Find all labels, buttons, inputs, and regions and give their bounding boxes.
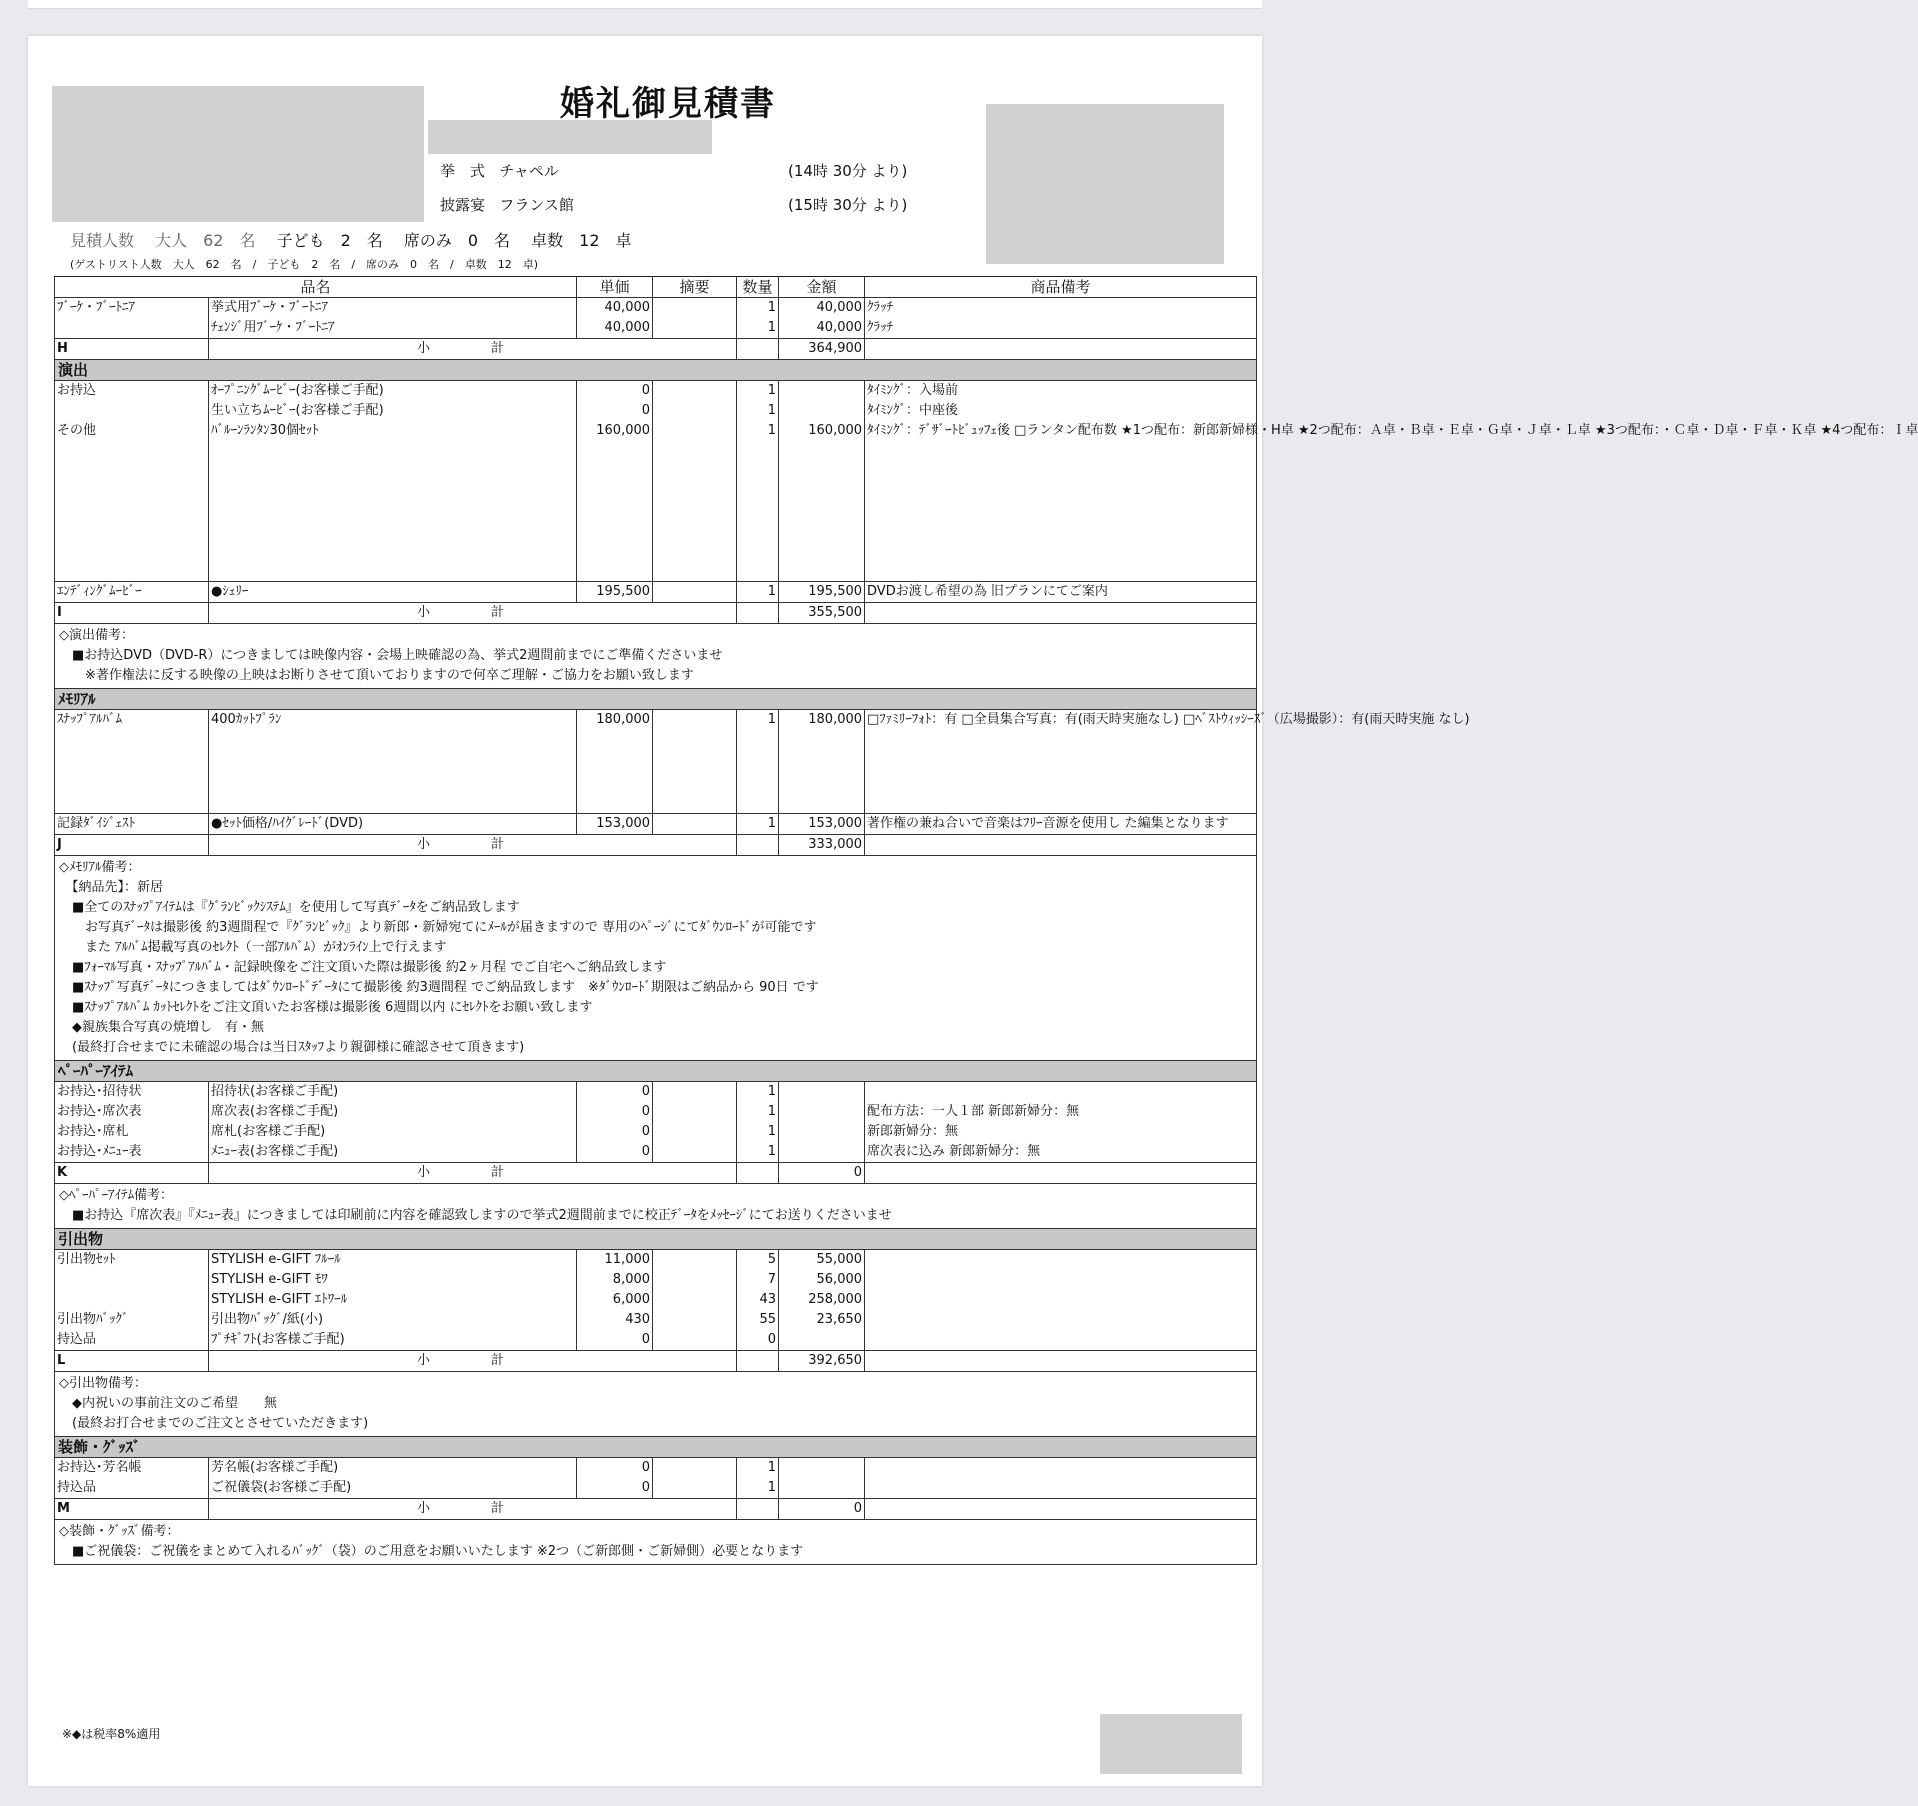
tax-footnote: ※◆は税率8%適用: [62, 1727, 161, 1741]
subtotal-amount: 0: [779, 1498, 865, 1519]
subtotal-amount: 364,900: [779, 339, 865, 360]
previous-page-edge: [28, 0, 1262, 9]
table-row: 記録ﾀﾞｲｼﾞｪｽﾄ ●ｾｯﾄ価格/ﾊｲｸﾞﾚｰﾄﾞ(DVD) 153,000 1 153,000 著作権の兼ね合いで音楽はﾌﾘｰ音源を使用し た編集となります: [55, 813, 1257, 834]
production-note: ◇演出備考： ■お持込DVD（DVD-R）につきましては映像内容・会場上映確認の為、挙式2週間前までにご準備くださいませ ※著作権法に反する映像の上映はお断りさせて頂いておりますので何卒ご理解・ご協力をお願い致します: [55, 623, 1257, 688]
subtotal-code: K: [55, 1162, 209, 1183]
count-seat-only: 席のみ 0 名: [403, 231, 511, 250]
subtotal-code: M: [55, 1498, 209, 1519]
subtotal-row-i: [55, 602, 1257, 623]
subtotal-row-j: [55, 834, 1257, 855]
decor-note: ◇装飾・ｸﾞｯｽﾞ備考： ■ご祝儀袋：ご祝儀をまとめて入れるﾊﾞｯｸﾞ（袋）のご用意をお願いいたします ※2つ（ご新郎側・ご新婦側）必要となります: [55, 1519, 1257, 1564]
reception-venue: フランス館: [499, 196, 574, 214]
subtotal-row-m: [55, 1498, 1257, 1519]
header-remarks: 商品備考: [865, 277, 1257, 298]
estimate-sheet: [28, 36, 1918, 1786]
table-row: ｽﾅｯﾌﾟｱﾙﾊﾞﾑ 400ｶｯﾄﾌﾟﾗﾝ 180,000 1 180,000 □ﾌｧﾐﾘｰﾌｫﾄ：有 □全員集合写真：有(雨天時実施なし) □ﾍﾞｽﾄｳｨｯｼｰｽﾞ（広場撮影）：有(雨天時実施 なし): [55, 709, 1257, 813]
table-row: 持込品 ﾌﾟﾁｷﾞﾌﾄ(お客様ご手配) 0 0: [55, 1330, 1257, 1351]
section-header-paper: ﾍﾟｰﾊﾟｰｱｲﾃﾑ: [55, 1060, 1257, 1081]
table-row: ﾁｪﾝｼﾞ用ﾌﾞｰｹ・ﾌﾞｰﾄﾆｱ 40,000 1 40,000 ｸﾗｯﾁ: [55, 318, 1257, 339]
subtotal-label: 小 計: [209, 834, 737, 855]
count-child: 子ども 2 名: [276, 231, 383, 250]
redacted-date: [428, 120, 712, 154]
estimate-counts: [70, 228, 648, 251]
table-row: その他 ﾊﾞﾙｰﾝﾗﾝﾀﾝ30個ｾｯﾄ 160,000 1 160,000 ﾀｲﾐﾝｸﾞ：ﾃﾞｻﾞｰﾄﾋﾞｭｯﾌｪ後 □ランタン配布数 ★1つ配布：新郎新婦様・H卓 ★2つ配布：Ａ卓・Ｂ卓・Ｅ卓・Ｇ卓・Ｊ卓・Ｌ卓 ★3つ配布：・Ｃ卓・Ｄ卓・Ｆ卓・Ｋ卓 ★4つ配布：Ｉ卓: [55, 421, 1257, 581]
table-row: 持込品 ご祝儀袋(お客様ご手配) 0 1: [55, 1478, 1257, 1499]
ceremony-label: 挙 式: [440, 162, 486, 180]
reception-line: [440, 194, 574, 215]
count-tables: 卓数 12 卓: [531, 231, 632, 250]
table-row: STYLISH e-GIFT ﾓﾜ 8,000 7 56,000: [55, 1270, 1257, 1290]
table-row: 引出物ｾｯﾄ STYLISH e-GIFT ﾌﾙｰﾙ 11,000 5 55,000: [55, 1249, 1257, 1270]
subtotal-code: J: [55, 834, 209, 855]
table-row: ｴﾝﾃﾞｨﾝｸﾞﾑｰﾋﾞｰ ●ｼｪﾘｰ 195,500 1 195,500 DVDお渡し希望の為 旧プランにてご案内: [55, 581, 1257, 602]
reception-label: 披露宴: [440, 196, 486, 214]
table-row: お持込･ﾒﾆｭｰ表 ﾒﾆｭｰ表(お客様ご手配) 0 1 席次表に込み 新郎新婦分：無: [55, 1142, 1257, 1163]
header-summary: 摘要: [653, 277, 737, 298]
redacted-couple-names: [52, 86, 424, 222]
section-header-gifts: 引出物: [55, 1228, 1257, 1249]
ceremony-time: (14時 30分 より): [788, 162, 908, 180]
subtotal-label: 小 計: [209, 1350, 737, 1371]
section-header-memorial: ﾒﾓﾘｱﾙ: [55, 688, 1257, 709]
table-row: お持込･招待状 招待状(お客様ご手配) 0 1: [55, 1081, 1257, 1102]
memorial-note: ◇ﾒﾓﾘｱﾙ備考： 【納品先】：新居 ■全てのｽﾅｯﾌﾟｱｲﾃﾑは『ｸﾞﾗﾝﾋﾞｯｸｼｽﾃﾑ』を使用して写真ﾃﾞｰﾀをご納品致します お写真ﾃﾞｰﾀは撮影後 約3週間程で『ｸﾞﾗﾝﾋﾞｯｸ』より新郎・新婦宛てにﾒｰﾙが届きますので 専用のﾍﾟｰｼﾞにてﾀﾞｳﾝﾛｰﾄﾞが可能です また ｱﾙﾊﾞﾑ掲載写真のｾﾚｸﾄ（一部ｱﾙﾊﾞﾑ）がｵﾝﾗｲﾝ上で行えます ■ﾌｫｰﾏﾙ写真・ｽﾅｯﾌﾟｱﾙﾊﾞﾑ・記録映像をご注文頂いた際は撮影後 約2ヶ月程 でご自宅へご納品致します ■ｽﾅｯﾌﾟ写真ﾃﾞｰﾀにつきましてはﾀﾞｳﾝﾛｰﾄﾞﾃﾞｰﾀにて撮影後 約3週間程 でご納品致します ※ﾀﾞｳﾝﾛｰﾄﾞ期限はご納品から 90日 です ■ｽﾅｯﾌﾟｱﾙﾊﾞﾑ ｶｯﾄｾﾚｸﾄをご注文頂いたお客様は撮影後 6週間以内 にｾﾚｸﾄをお願い致します ◆親族集合写真の焼増し 有・無 (最終打合せまでに未確認の場合は当日ｽﾀｯﾌより親御様に確認させて頂きます): [55, 855, 1257, 1060]
table-row: お持込･席次表 席次表(お客様ご手配) 0 1 配布方法：一人１部 新郎新婦分：無: [55, 1102, 1257, 1122]
header-amount: 金額: [779, 277, 865, 298]
subtotal-label: 小 計: [209, 339, 737, 360]
subtotal-amount: 355,500: [779, 602, 865, 623]
section-header-production: 演出: [55, 360, 1257, 381]
redacted-venue-logo: [986, 104, 1224, 264]
subtotal-row-k: [55, 1162, 1257, 1183]
subtotal-amount: 392,650: [779, 1350, 865, 1371]
redacted-stamp: [1100, 1714, 1242, 1774]
section-header-decor: 装飾・ｸﾞｯｽﾞ: [55, 1436, 1257, 1457]
guest-list-counts: (ゲストリスト人数 大人 62 名 / 子ども 2 名 / 席のみ 0 名 / 卓数 12 卓): [70, 258, 539, 271]
ceremony-venue: チャペル: [499, 162, 559, 180]
table-row: 生い立ちﾑｰﾋﾞｰ(お客様ご手配) 0 1 ﾀｲﾐﾝｸﾞ：中座後: [55, 401, 1257, 421]
table-row: 引出物ﾊﾞｯｸﾞ 引出物ﾊﾞｯｸﾞ/紙(小) 430 55 23,650: [55, 1310, 1257, 1330]
subtotal-amount: 333,000: [779, 834, 865, 855]
subtotal-code: H: [55, 339, 209, 360]
subtotal-label: 小 計: [209, 1498, 737, 1519]
subtotal-row-h: [55, 339, 1257, 360]
subtotal-label: 小 計: [209, 1162, 737, 1183]
header-unit-price: 単価: [577, 277, 653, 298]
ceremony-line: [440, 160, 559, 181]
header-name: 品名: [55, 277, 577, 298]
table-row: お持込･芳名帳 芳名帳(お客様ご手配) 0 1: [55, 1457, 1257, 1478]
table-row: STYLISH e-GIFT ｴﾄﾜｰﾙ 6,000 43 258,000: [55, 1290, 1257, 1310]
counts-label: 見積人数: [70, 231, 135, 250]
subtotal-row-l: [55, 1350, 1257, 1371]
subtotal-amount: 0: [779, 1162, 865, 1183]
reception-time: (15時 30分 より): [788, 196, 908, 214]
estimate-table: [54, 276, 1918, 1565]
count-adult: 大人 62 名: [155, 231, 256, 250]
table-row: お持込･席札 席札(お客様ご手配) 0 1 新郎新婦分：無: [55, 1122, 1257, 1142]
table-header: [55, 277, 1257, 298]
header-qty: 数量: [737, 277, 779, 298]
subtotal-label: 小 計: [209, 602, 737, 623]
gifts-note: ◇引出物備考： ◆内祝いの事前注文のご希望 無 (最終お打合せまでのご注文とさせていただきます): [55, 1371, 1257, 1436]
subtotal-code: I: [55, 602, 209, 623]
subtotal-code: L: [55, 1350, 209, 1371]
paper-note: ◇ﾍﾟｰﾊﾟｰｱｲﾃﾑ備考： ■お持込『席次表』『ﾒﾆｭｰ表』につきましては印刷前に内容を確認致しますので挙式2週間前までに校正ﾃﾞｰﾀをﾒｯｾｰｼﾞにてお送りくださいませ: [55, 1183, 1257, 1228]
table-row: ﾌﾞｰｹ・ﾌﾞｰﾄﾆｱ 挙式用ﾌﾞｰｹ・ﾌﾞｰﾄﾆｱ 40,000 1 40,000 ｸﾗｯﾁ: [55, 298, 1257, 319]
table-row: お持込 ｵｰﾌﾟﾆﾝｸﾞﾑｰﾋﾞｰ(お客様ご手配) 0 1 ﾀｲﾐﾝｸﾞ：入場前: [55, 381, 1257, 402]
document-title: 婚礼御見積書: [560, 84, 776, 124]
